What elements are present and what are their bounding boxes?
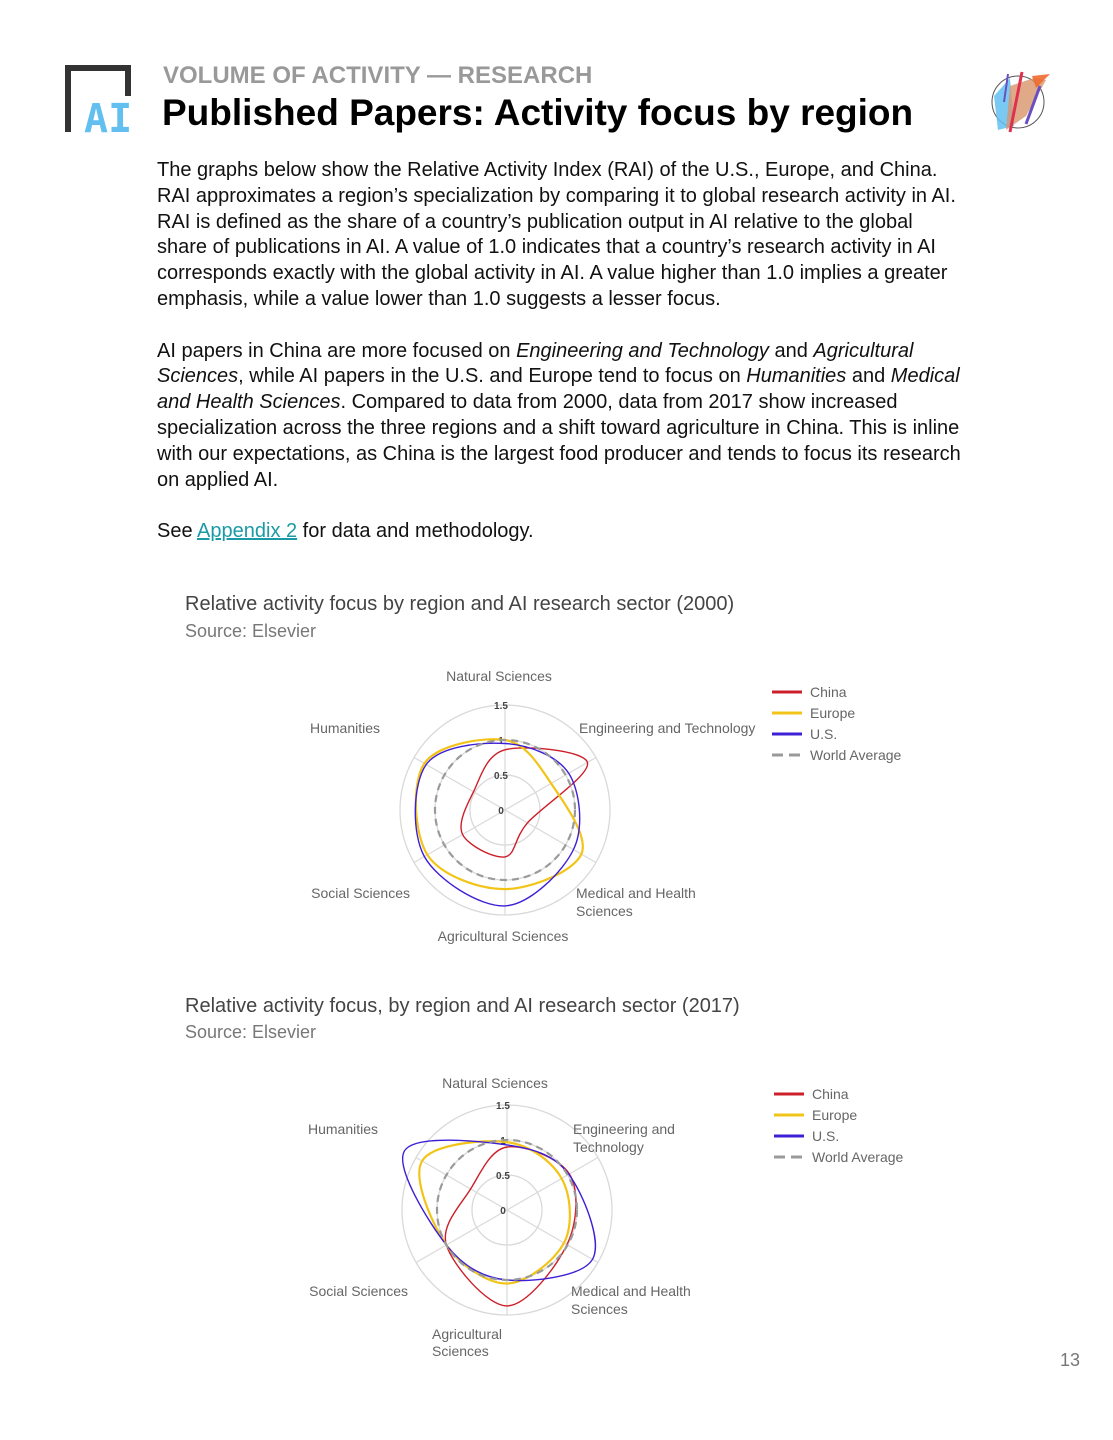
axis-label: Humanities [309,720,380,736]
series-us [415,743,579,906]
emphasis-humanities: Humanities [746,365,847,388]
section-kicker: VOLUME OF ACTIVITY — RESEARCH [163,62,593,89]
axis-label: Sciences [432,1343,489,1359]
chart-2017-source: Source: Elsevier [185,1022,317,1042]
text-run: for data and methodology. [297,520,534,543]
text-run: , while AI papers in the U.S. and Europe tend to focus on [238,365,747,388]
radial-tick-label: 1 [498,736,504,747]
axis-label: Natural Sciences [442,1075,548,1091]
legend-label: Europe [812,1107,858,1123]
chart-2017-title: Relative activity focus, by region and AI research sector (2017) [185,995,740,1017]
legend-label: Europe [810,705,856,721]
series-us [403,1140,596,1280]
radial-tick-label: 0 [500,1206,506,1217]
grid-spoke [414,758,505,811]
text-run: AI papers in China are more focused on [157,339,517,362]
axis-label: Engineering and [573,1121,675,1137]
page-title: Published Papers: Activity focus by region [162,92,914,133]
series-europe [419,1141,569,1283]
legend-label: China [812,1086,849,1102]
radar-chart-2000 [0,660,1113,960]
radial-tick-label: 0.5 [496,1171,510,1182]
radial-tick-label: 0.5 [494,771,508,782]
legend-label: World Average [810,747,902,763]
chart-2000-source: Source: Elsevier [185,621,317,641]
axis-label: Humanities [307,1121,378,1137]
legend-label: China [810,684,847,700]
page-number: 13 [1060,1350,1081,1370]
emphasis-engineering: Engineering and Technology [516,339,769,362]
radial-tick-label: 1 [500,1136,506,1147]
axis-label: Sciences [576,903,633,919]
paragraph-appendix [157,519,967,545]
radar-chart-2017 [0,1060,1113,1370]
axis-label: Natural Sciences [446,668,552,684]
axis-label: Social Sciences [311,885,410,901]
axis-label: Medical and Health [576,885,696,901]
svg-text:AI: AI [84,96,133,134]
body-text [157,158,967,571]
grid-spoke [416,1210,507,1263]
legend-label: World Average [812,1149,904,1165]
radial-tick-label: 1.5 [494,701,508,712]
radial-tick-label: 1.5 [496,1101,510,1112]
radial-tick-label: 0 [498,806,504,817]
axis-label: Agricultural Sciences [437,928,569,944]
decorative-badge-icon [980,66,1060,138]
text-run: and [768,339,814,362]
chart-2000-title: Relative activity focus by region and AI research sector (2000) [185,593,735,615]
paragraph-findings [157,339,967,494]
ai-index-logo-icon [64,64,144,134]
text-run: . Compared to data from 2000, data from 2017 show increased specialization across the three regions and a shift toward agriculture in China. This is inline with our expectations, as China is the largest food producer and tends to focus its research on applied AI. [157,391,961,491]
grid-spoke [507,1210,598,1263]
axis-label: Medical and Health [571,1283,691,1299]
axis-label: Sciences [571,1301,628,1317]
paragraph-rai-definition: The graphs below show the Relative Activity Index (RAI) of the U.S., Europe, and China. RAI approximates a region’s specialization by comparing it to global research activity in AI. RAI is defined as the share of a country’s publication output in AI relative to the global share of publications in AI. A value of 1.0 indicates that a country’s research activity in AI corresponds exactly with the global activity in AI. A value higher than 1.0 implies a greater emphasis, while a value lower than 1.0 suggests a lesser focus. [157,159,956,310]
legend-label: U.S. [810,726,838,742]
axis-label: Agricultural [432,1326,503,1342]
axis-label: Social Sciences [309,1283,408,1299]
emphasis-medical: Medical and Health Sciences [157,365,960,414]
axis-label: Engineering and Technology [579,720,756,736]
text-run: See [157,520,198,543]
legend-label: U.S. [812,1128,840,1144]
emphasis-agricultural: Agricultural Sciences [157,339,914,388]
axis-label: Technology [573,1139,644,1155]
text-run: and [846,365,891,388]
appendix-2-link[interactable]: Appendix 2 [197,520,298,543]
